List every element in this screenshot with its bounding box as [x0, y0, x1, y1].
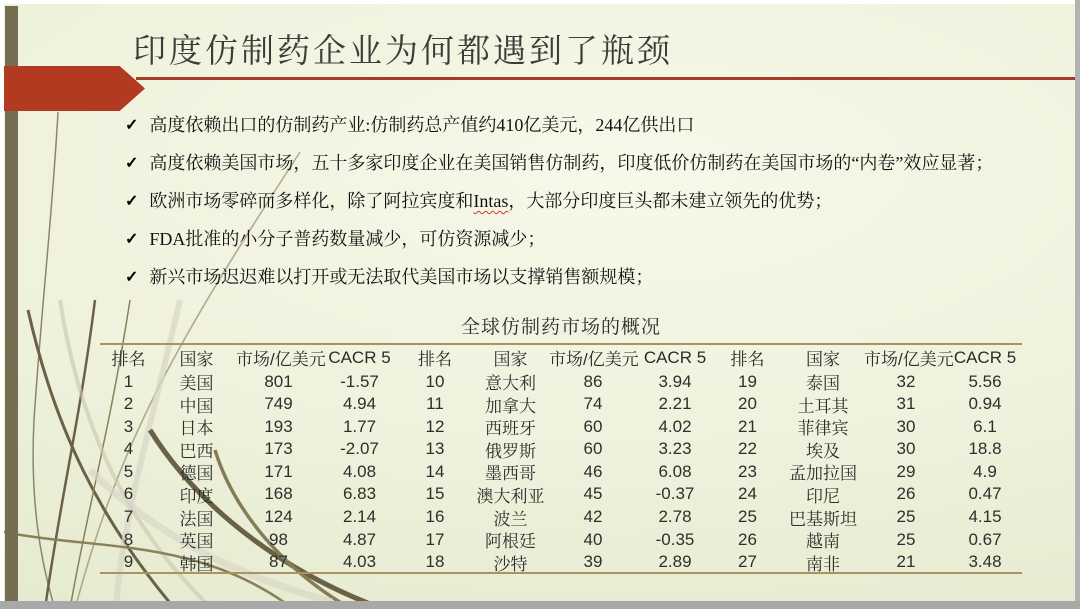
table-cell-country: 波兰 [493, 509, 528, 529]
checkmark-icon: ✓ [125, 193, 139, 210]
bullet-list [125, 114, 1040, 304]
table-cell-market: 39 [583, 552, 603, 572]
bullet-item [125, 190, 1040, 213]
table-row [100, 550, 1022, 573]
table-header-cell: 国家 [806, 350, 840, 369]
table-header-row [100, 345, 1022, 369]
checkmark-icon: ✓ [125, 231, 139, 248]
table-row [100, 527, 1022, 550]
window-edge-right [1075, 0, 1080, 609]
table-cell-market: 42 [583, 507, 603, 527]
table-header-cell: CACR 5 [953, 347, 1017, 367]
table-header-cell: 市场/亿美元 [864, 350, 954, 369]
bullet-text: 高度依赖美国市场，五十多家印度企业在美国销售仿制药，印度低价仿制药在美国市场的“内卷”效应显著； [149, 153, 994, 173]
generic-drug-market-table [100, 343, 1022, 574]
table-cell-rank: 2 [123, 394, 134, 414]
slide-canvas [4, 4, 1075, 601]
table-cell-market: 30 [896, 416, 916, 436]
table-cell-country: 韩国 [179, 554, 214, 574]
table-cell-rank: 26 [738, 529, 757, 549]
table-cell-cacr: 4.94 [342, 394, 377, 414]
table-cell-market: 26 [896, 484, 916, 504]
table-cell-country: 土耳其 [797, 396, 849, 416]
table-cell-cacr: 5.56 [968, 371, 1002, 391]
table-cell-rank: 16 [425, 507, 445, 527]
table-cell-cacr: 2.21 [658, 394, 692, 414]
bullet-text: 高度依赖出口的仿制药产业:仿制药总产值约410亿美元，244亿供出口 [149, 115, 695, 135]
table-cell-country: 菲律宾 [797, 419, 849, 439]
table-cell-market: 25 [896, 529, 916, 549]
table-cell-market: 171 [264, 461, 293, 481]
table-cell-country: 意大利 [485, 374, 536, 393]
table-cell-country: 日本 [179, 419, 214, 439]
table-cell-cacr: 1.77 [342, 416, 377, 436]
checkmark-icon: ✓ [125, 155, 139, 172]
table-cell-market: 21 [896, 552, 916, 572]
table-cell-rank: 24 [738, 484, 757, 504]
table-cell-cacr: 3.23 [658, 439, 692, 459]
table-cell-country: 法国 [179, 509, 214, 529]
table-cell-cacr: 18.8 [968, 439, 1002, 459]
table-cell-market: 31 [896, 394, 916, 414]
table-cell-rank: 17 [425, 529, 445, 549]
table-cell-market: 168 [264, 484, 293, 504]
table-row [100, 369, 1022, 392]
table-row [100, 459, 1022, 482]
table-cell-market: 40 [583, 529, 603, 549]
table-cell-rank: 19 [738, 371, 757, 391]
table-header-cell: 市场/亿美元 [549, 350, 639, 369]
table-cell-rank: 3 [123, 416, 134, 436]
table-cell-cacr: -1.57 [340, 371, 379, 391]
table-cell-cacr: 4.02 [658, 416, 692, 436]
table-cell-rank: 27 [738, 552, 757, 572]
table-cell-cacr: 4.08 [342, 461, 377, 481]
table-cell-rank: 4 [123, 439, 134, 459]
table-cell-country: 埃及 [806, 441, 840, 461]
table-cell-cacr: -0.37 [655, 484, 695, 504]
table-header-cell: 市场/亿美元 [236, 350, 326, 369]
table-row [100, 482, 1022, 505]
table-cell-country: 泰国 [806, 374, 840, 393]
table-cell-cacr: 3.48 [968, 552, 1002, 572]
table-cell-market: 98 [269, 529, 288, 549]
table-cell-rank: 6 [123, 484, 134, 504]
title-underline-rule [136, 77, 1075, 80]
table-cell-cacr: 6.1 [973, 416, 997, 436]
bullet-item [125, 152, 1040, 175]
table-cell-cacr: 4.87 [342, 529, 377, 549]
table-cell-country: 沙特 [493, 554, 528, 574]
bullet-text: FDA批准的小分子普药数量减少，可仿资源减少； [149, 229, 546, 249]
table-title: 全球仿制药市场的概况 [460, 317, 661, 338]
table-cell-rank: 7 [123, 507, 134, 527]
table-header-cell: CACR 5 [328, 347, 391, 367]
table-cell-country: 俄罗斯 [485, 441, 536, 461]
bullet-text: 欧洲市场零碎而多样化，除了阿拉宾度和Intas，大部分印度巨头都未建立领先的优势； [149, 191, 833, 211]
table-cell-rank: 20 [738, 394, 757, 414]
bullet-item [125, 266, 1040, 289]
table-cell-country: 巴基斯坦 [789, 509, 857, 529]
table-cell-country: 印度 [179, 486, 214, 506]
table-cell-cacr: 0.94 [968, 394, 1002, 414]
table-cell-rank: 13 [425, 439, 445, 459]
table-cell-market: 25 [896, 507, 916, 527]
table-cell-market: 60 [583, 416, 603, 436]
table-cell-cacr: -2.07 [340, 439, 379, 459]
table-cell-market: 46 [583, 461, 603, 481]
bullet-text: 新兴市场迟迟难以打开或无法取代美国市场以支撑销售额规模； [149, 267, 654, 287]
table-header-cell: 排名 [730, 350, 765, 369]
table-cell-country: 英国 [179, 532, 214, 552]
table-cell-market: 74 [583, 394, 603, 414]
table-row [100, 414, 1022, 437]
table-cell-cacr: 3.94 [658, 371, 692, 391]
table-cell-cacr: 0.47 [968, 484, 1002, 504]
table-cell-market: 87 [269, 552, 288, 572]
table-cell-rank: 1 [123, 371, 134, 391]
table-cell-rank: 8 [123, 529, 134, 549]
table-row [100, 437, 1022, 460]
checkmark-icon: ✓ [125, 117, 139, 134]
table-cell-country: 美国 [179, 374, 214, 393]
table-cell-country: 巴西 [179, 441, 214, 461]
table-cell-cacr: 2.78 [658, 507, 692, 527]
table-cell-market: 32 [896, 371, 916, 391]
table-cell-cacr: 2.14 [342, 507, 377, 527]
table-header-cell: 排名 [111, 350, 146, 369]
table-cell-cacr: -0.35 [655, 529, 695, 549]
table-cell-rank: 10 [425, 371, 445, 391]
table-cell-market: 173 [264, 439, 293, 459]
table-header-cell: 国家 [493, 350, 528, 369]
table-cell-market: 60 [583, 439, 603, 459]
table-cell-market: 801 [264, 371, 293, 391]
table-cell-rank: 18 [425, 552, 445, 572]
table-header-cell: CACR 5 [643, 347, 707, 367]
table-cell-market: 30 [896, 439, 916, 459]
table-cell-country: 孟加拉国 [789, 464, 857, 484]
table-cell-market: 29 [896, 461, 916, 481]
table-cell-country: 中国 [179, 396, 214, 416]
table-cell-country: 阿根廷 [485, 532, 536, 552]
title-arrow-shape [4, 66, 145, 111]
table-cell-rank: 23 [738, 461, 757, 481]
bullet-item [125, 228, 1040, 251]
table-header-cell: 排名 [418, 350, 452, 369]
table-body [100, 369, 1022, 572]
table-cell-cacr: 6.83 [342, 484, 377, 504]
table-cell-cacr: 0.67 [968, 529, 1002, 549]
table-cell-country: 澳大利亚 [476, 486, 545, 506]
table-cell-cacr: 4.03 [342, 552, 377, 572]
table-cell-rank: 15 [425, 484, 445, 504]
table-cell-rank: 21 [738, 416, 757, 436]
table-cell-rank: 12 [425, 416, 445, 436]
table-cell-cacr: 2.89 [658, 552, 692, 572]
table-cell-country: 西班牙 [485, 419, 536, 439]
table-cell-rank: 14 [425, 461, 445, 481]
spellcheck-flagged-word: Intas [473, 191, 509, 211]
table-header-cell: 国家 [179, 350, 214, 369]
table-cell-market: 86 [583, 371, 603, 391]
table-cell-cacr: 4.15 [968, 507, 1002, 527]
table-cell-country: 越南 [806, 532, 840, 552]
bullet-item [125, 114, 1040, 137]
table-cell-cacr: 4.9 [973, 461, 997, 481]
table-cell-country: 印尼 [806, 486, 840, 506]
window-edge-bottom [0, 601, 1080, 609]
table-row [100, 505, 1022, 528]
page-title: 印度仿制药企业为何都遇到了瓶颈 [133, 34, 673, 70]
table-cell-market: 193 [264, 416, 293, 436]
table-cell-market: 124 [264, 507, 293, 527]
table-cell-rank: 5 [123, 461, 134, 481]
table-cell-rank: 22 [738, 439, 757, 459]
table-cell-market: 749 [264, 394, 293, 414]
table-cell-rank: 11 [426, 394, 444, 414]
table-cell-rank: 25 [738, 507, 757, 527]
checkmark-icon: ✓ [125, 269, 139, 286]
table-cell-country: 德国 [179, 464, 214, 484]
table-cell-country: 加拿大 [485, 396, 536, 416]
table-cell-country: 南非 [806, 554, 840, 574]
table-cell-country: 墨西哥 [485, 464, 536, 484]
table-row [100, 392, 1022, 415]
table-cell-rank: 9 [123, 552, 134, 572]
table-cell-market: 45 [583, 484, 603, 504]
table-cell-cacr: 6.08 [658, 461, 692, 481]
